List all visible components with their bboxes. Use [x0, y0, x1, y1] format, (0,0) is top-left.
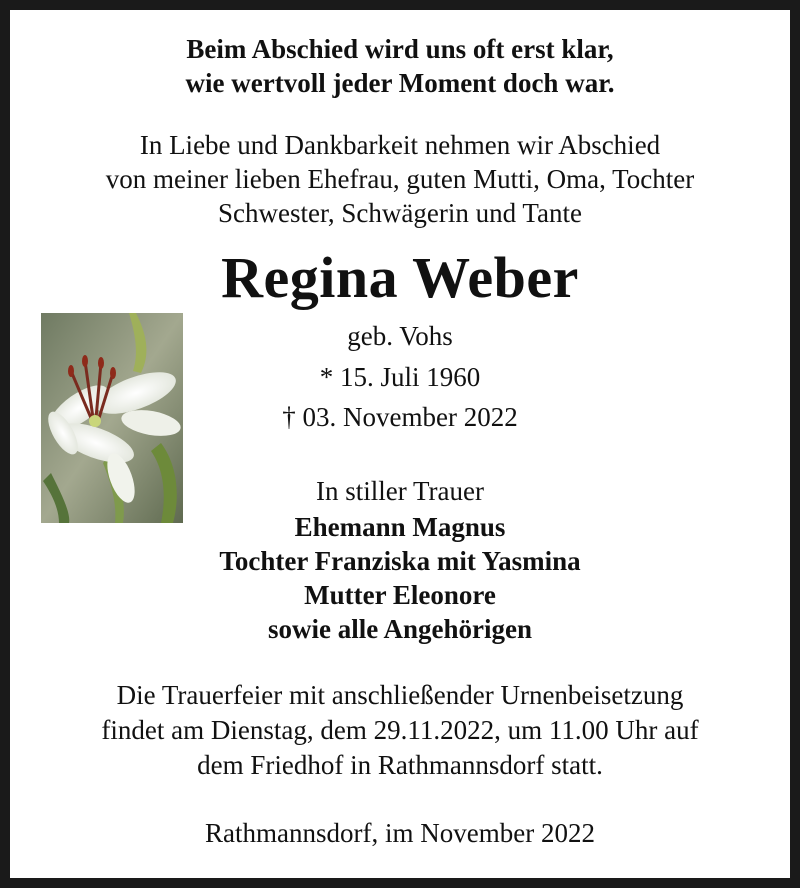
- service-line-1: Die Trauerfeier mit anschließender Urnenbeisetzung: [116, 680, 684, 710]
- obituary-notice: [10, 10, 790, 878]
- closing-place-date: Rathmannsdorf, im November 2022: [205, 818, 595, 848]
- intro-line-1: In Liebe und Dankbarkeit nehmen wir Abschied: [139, 130, 661, 160]
- mourner-name: Tochter Franziska mit Yasmina: [219, 546, 581, 576]
- mourners-heading: In stiller Trauer: [316, 476, 484, 506]
- mourner-name: Ehemann Magnus: [294, 512, 506, 542]
- intro-line-3: Schwester, Schwägerin und Tante: [218, 198, 582, 228]
- mourner-name: sowie alle Angehörigen: [268, 614, 532, 644]
- motto-line-2: wie wertvoll jeder Moment doch war.: [185, 68, 615, 98]
- intro-line-2: von meiner lieben Ehefrau, guten Mutti, Oma, Tochter: [105, 164, 695, 194]
- maiden-name: geb. Vohs: [347, 321, 453, 351]
- service-line-3: dem Friedhof in Rathmannsdorf statt.: [197, 750, 603, 780]
- service-line-2: findet am Dienstag, dem 29.11.2022, um 11.00 Uhr auf: [101, 715, 699, 745]
- deceased-name: Regina Weber: [221, 245, 579, 310]
- mourner-name: Mutter Eleonore: [304, 580, 496, 610]
- birth-date: * 15. Juli 1960: [319, 362, 481, 392]
- motto-line-1: Beim Abschied wird uns oft erst klar,: [186, 34, 614, 64]
- death-date: † 03. November 2022: [282, 402, 518, 432]
